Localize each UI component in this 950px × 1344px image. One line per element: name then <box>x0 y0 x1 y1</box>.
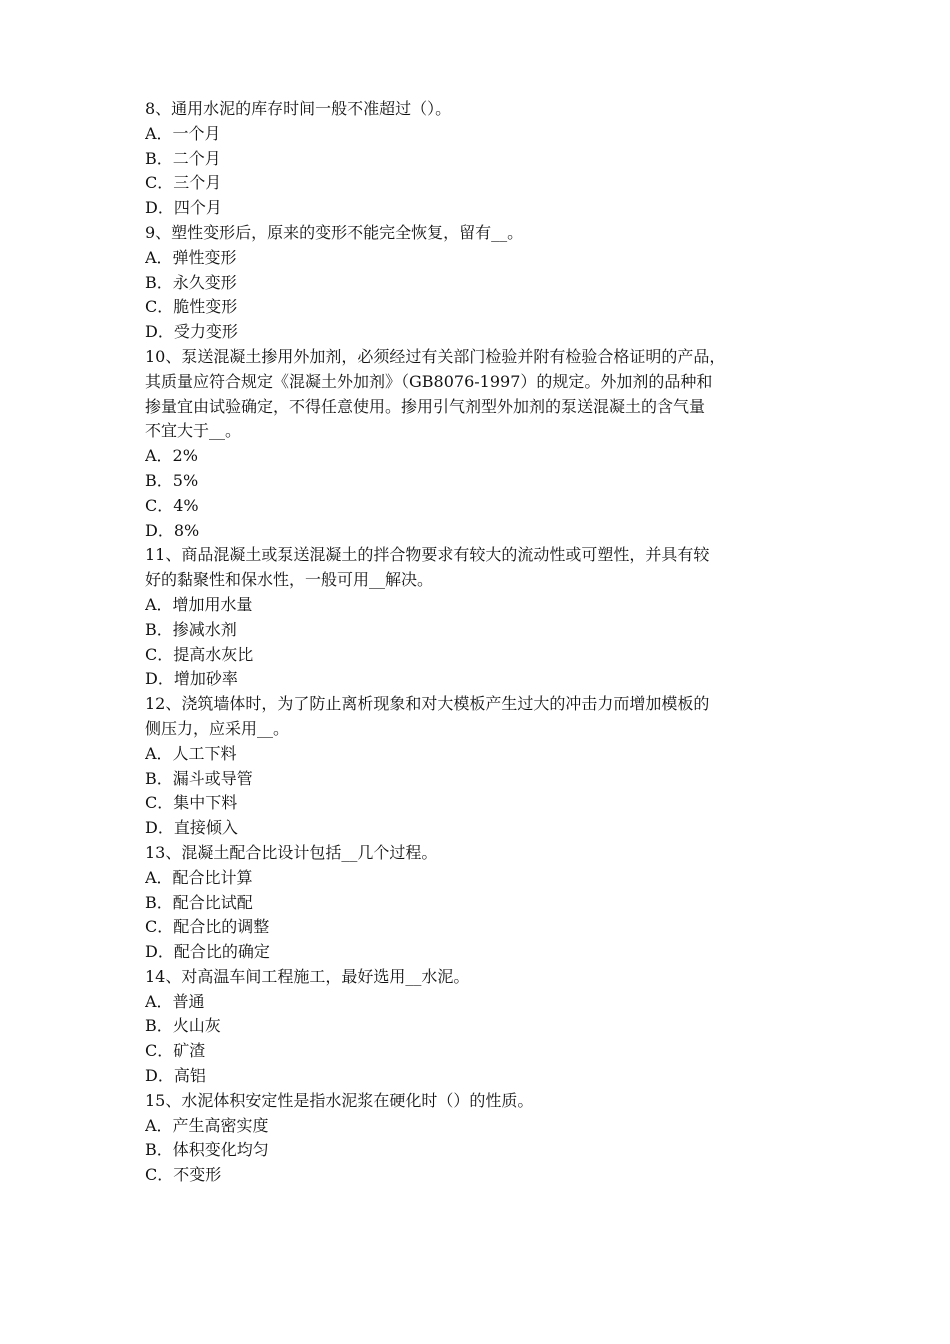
question-14-option-c: C．矿渣 <box>145 1041 206 1061</box>
question-8-option-b: B．二个月 <box>145 148 221 168</box>
question-12-option-a: A．人工下料 <box>145 743 237 763</box>
question-9-option-d: D．受力变形 <box>145 322 238 342</box>
question-14-stem: 14、对高温车间工程施工，最好选用__水泥。 <box>145 966 470 986</box>
question-14-option-b: B．火山灰 <box>145 1016 221 1036</box>
question-12-stem-line-1: 12、浇筑墙体时，为了防止离析现象和对大模板产生过大的冲击力而增加模板的 <box>145 694 710 714</box>
question-10-stem-line-2: 其质量应符合规定《混凝土外加剂》（GB8076-1997）的规定。外加剂的品种和 <box>145 371 713 391</box>
question-13-option-c: C．配合比的调整 <box>145 917 270 937</box>
question-8-stem: 8、通用水泥的库存时间一般不准超过（）。 <box>145 99 452 118</box>
question-13-option-b: B．配合比试配 <box>145 892 253 912</box>
question-11-option-c: C．提高水灰比 <box>145 644 254 664</box>
question-12-option-d: D．直接倾入 <box>145 818 238 838</box>
question-15-option-a: A．产生高密实度 <box>145 1115 269 1135</box>
question-10-option-b: B．5% <box>145 470 199 490</box>
question-8-option-d: D．四个月 <box>145 198 222 218</box>
question-11-stem-line-1: 11、商品混凝土或泵送混凝土的拌合物要求有较大的流动性或可塑性，并具有较 <box>145 545 710 565</box>
question-15-option-b: B．体积变化均匀 <box>145 1140 269 1160</box>
question-8-option-c: C．三个月 <box>145 173 222 193</box>
question-9-option-a: A．弹性变形 <box>145 247 237 267</box>
question-10-stem-line-1: 10、泵送混凝土掺用外加剂，必须经过有关部门检验并附有检验合格证明的产品， <box>145 346 726 366</box>
question-11-option-d: D．增加砂率 <box>145 669 238 689</box>
question-15-option-c: C．不变形 <box>145 1165 222 1185</box>
question-14-option-d: D．高铝 <box>145 1066 206 1086</box>
question-12-option-b: B．漏斗或导管 <box>145 768 253 788</box>
question-11-stem-line-2: 好的黏聚性和保水性，一般可用__解决。 <box>145 570 434 590</box>
question-11-option-a: A．增加用水量 <box>145 594 253 614</box>
question-15-stem: 15、水泥体积安定性是指水泥浆在硬化时（）的性质。 <box>145 1090 534 1110</box>
question-10-option-d: D．8% <box>145 520 200 540</box>
question-12-option-c: C．集中下料 <box>145 793 238 813</box>
question-13-option-a: A．配合比计算 <box>145 867 253 887</box>
question-10-option-c: C．4% <box>145 495 199 515</box>
question-10-stem-line-4: 不宜大于__。 <box>145 421 242 441</box>
question-13-stem: 13、混凝土配合比设计包括__几个过程。 <box>145 842 438 862</box>
question-10-stem-line-3: 掺量宜由试验确定，不得任意使用。掺用引气剂型外加剂的泵送混凝土的含气量 <box>145 396 706 416</box>
question-9-option-b: B．永久变形 <box>145 272 237 292</box>
document-body <box>145 97 810 1188</box>
question-13-option-d: D．配合比的确定 <box>145 942 270 962</box>
question-11-option-b: B．掺减水剂 <box>145 619 237 639</box>
question-14-option-a: A．普通 <box>145 991 205 1011</box>
question-12-stem-line-2: 侧压力，应采用__。 <box>145 718 290 738</box>
question-10-option-a: A．2% <box>145 446 198 466</box>
question-9-stem: 9、塑性变形后，原来的变形不能完全恢复，留有__。 <box>145 222 524 242</box>
question-9-option-c: C．脆性变形 <box>145 297 238 317</box>
question-8-option-a: A．一个月 <box>145 123 221 143</box>
